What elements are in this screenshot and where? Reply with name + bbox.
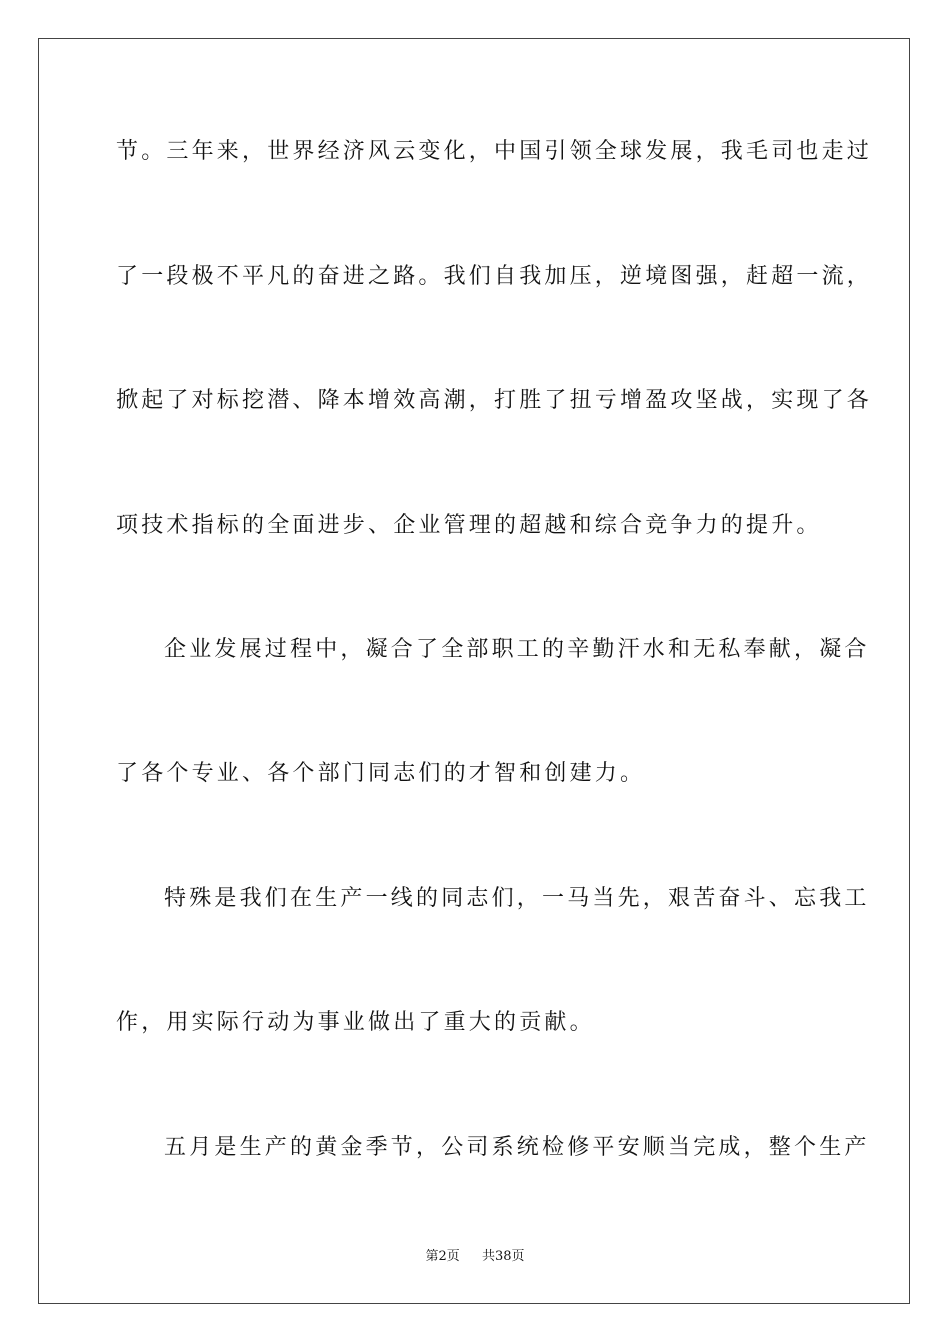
text-line-4: 项技术指标的全面进步、企业管理的超越和综合竞争力的提升。 [116, 513, 822, 538]
text-line-5: 企业发展过程中，凝合了全部职工的辛勤汗水和无私奉献，凝合 [164, 637, 870, 662]
text-line-7: 特殊是我们在生产一线的同志们，一马当先，艰苦奋斗、忘我工 [164, 886, 870, 911]
text-line-6: 了各个专业、各个部门同志们的才智和创建力。 [116, 761, 646, 786]
page-number: 第2页 [425, 1249, 460, 1264]
text-line-3: 掀起了对标挖潜、降本增效高潮，打胜了扭亏增盈攻坚战，实现了各 [116, 388, 873, 413]
text-line-9: 五月是生产的黄金季节，公司系统检修平安顺当完成，整个生产 [164, 1135, 870, 1160]
text-line-1: 节。三年来，世界经济风云变化，中国引领全球发展，我毛司也走过 [116, 139, 873, 164]
page-border [38, 38, 910, 1304]
page-footer [0, 1245, 950, 1264]
page-total: 共38页 [482, 1249, 525, 1264]
text-line-2: 了一段极不平凡的奋进之路。我们自我加压，逆境图强，赶超一流， [116, 264, 873, 289]
text-line-8: 作，用实际行动为事业做出了重大的贡献。 [116, 1010, 595, 1035]
